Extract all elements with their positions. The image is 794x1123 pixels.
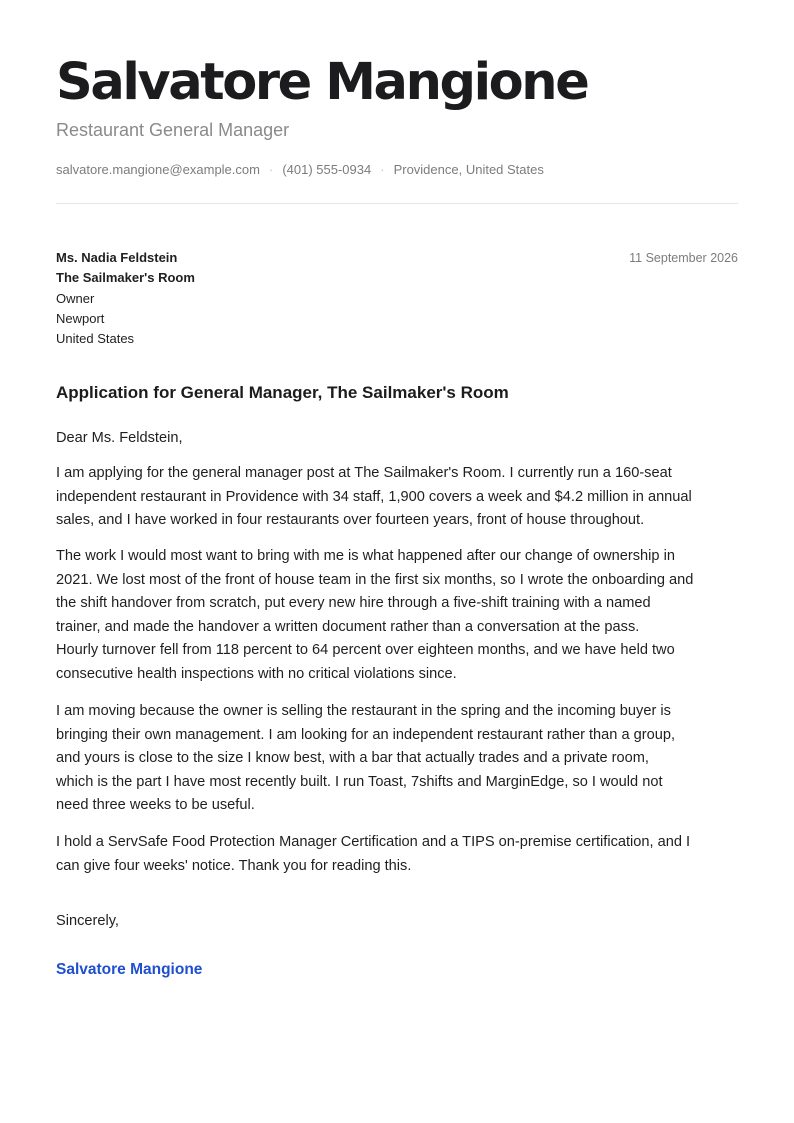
- paragraph-line: can give four weeks' notice. Thank you for reading this.: [56, 857, 412, 874]
- paragraph-line: bringing their own management. I am looking for an independent restaurant rather than a group,: [56, 726, 676, 743]
- paragraph-line: the shift handover from scratch, put every new hire through a five-shift training with a named: [56, 595, 651, 611]
- recipient-name: Ms. Nadia Feldstein: [56, 250, 178, 265]
- closing: Sincerely,: [56, 913, 119, 929]
- body-paragraph: [56, 462, 738, 533]
- contact-separator: ·: [268, 162, 274, 177]
- contact-location: Providence, United States: [393, 162, 544, 177]
- paragraph-line: which is the part I have most recently built. I run Toast, 7shifts and MarginEdge, so I would not: [56, 773, 663, 790]
- applicant-role: Restaurant General Manager: [56, 120, 290, 140]
- contact-email: salvatore.mangione@example.com: [56, 162, 260, 177]
- paragraph-line: 2021. We lost most of the front of house team in the first six months, so I wrote the onboarding and: [56, 571, 694, 588]
- header-divider: [56, 203, 738, 204]
- body-paragraph: [56, 831, 738, 878]
- recipient-company: The Sailmaker's Room: [56, 270, 195, 286]
- letter-date: 11 September 2026: [629, 251, 738, 265]
- paragraph-line: I am moving because the owner is selling the restaurant in the spring and the incoming buyer is: [56, 703, 671, 719]
- paragraph-line: independent restaurant in Providence with 34 staff, 1,900 covers a week and $4.2 million in annual: [56, 488, 692, 505]
- salutation: Dear Ms. Feldstein,: [56, 430, 183, 446]
- recipient-title: Owner: [56, 290, 95, 306]
- paragraph-line: I hold a ServSafe Food Protection Manager Certification and a TIPS on-premise certification, and I: [56, 834, 691, 850]
- body-paragraph: [56, 700, 738, 818]
- paragraph-line: trainer, and made the handover a written document rather than a conversation at the pass.: [56, 618, 640, 635]
- paragraph-line: and yours is close to the size I know best, with a bar that actually trades and a private room,: [56, 750, 649, 766]
- paragraph-line: consecutive health inspections with no critical violations since.: [56, 665, 457, 682]
- body-paragraph: [56, 545, 738, 686]
- paragraph-line: need three weeks to be useful.: [56, 797, 255, 813]
- applicant-name: Salvatore Mangione: [56, 53, 588, 112]
- paragraph-line: sales, and I have worked in four restaurants over fourteen years, front of house throughout.: [56, 512, 645, 528]
- contact-phone: (401) 555-0934: [282, 162, 372, 177]
- letter-subject: Application for General Manager, The Sailmaker's Room: [56, 383, 509, 402]
- paragraph-line: Hourly turnover fell from 118 percent to 64 percent over eighteen months, and we have held two: [56, 642, 675, 658]
- recipient-block: [56, 248, 195, 349]
- recipient-country: United States: [56, 331, 135, 347]
- contact-separator: ·: [380, 162, 385, 177]
- paragraph-line: I am applying for the general manager post at The Sailmaker's Room. I currently run a 160-seat: [56, 465, 672, 481]
- signature: Salvatore Mangione: [56, 961, 203, 978]
- paragraph-line: The work I would most want to bring with me is what happened after our change of ownership in: [56, 548, 675, 564]
- contact-line: [56, 161, 544, 179]
- recipient-city: Newport: [56, 310, 105, 326]
